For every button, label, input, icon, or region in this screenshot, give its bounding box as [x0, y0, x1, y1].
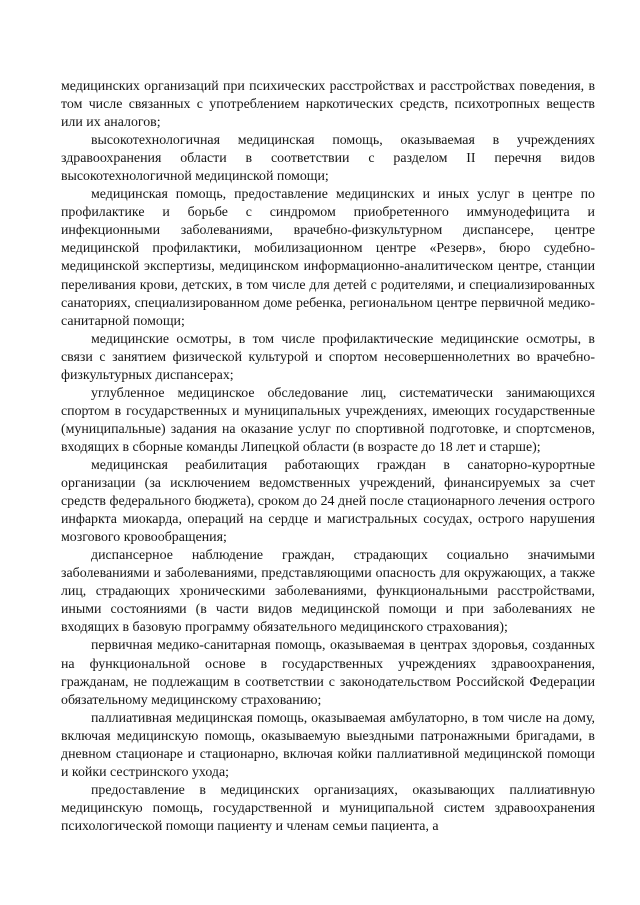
- paragraph-palliative-care: паллиативная медицинская помощь, оказываемая амбулаторно, в том числе на дому, включая медицинскую помощь, оказываемую выездными патронажными бригадами, в дневном стационаре и стационарно, включая койки паллиативной медицинской помощи и койки сестринского ухода;: [61, 710, 595, 780]
- paragraph-psychological-help: предоставление в медицинских организациях, оказывающих паллиативную медицинскую помощь, государственной и муниципальной систем здравоохранения психологической помощи пациенту и членам семьи пациента, а: [61, 782, 595, 834]
- paragraph-athlete-examination: углубленное медицинское обследование лиц, систематически занимающихся спортом в государственных и муниципальных учреждениях, имеющих государственные (муниципальные) задания на оказание услуг по спортивной подготовке, и спортсменов, входящих в сборные команды Липецкой области (в возрасте до 18 лет и старше);: [61, 385, 595, 455]
- paragraph-medical-examinations: медицинские осмотры, в том числе профилактические медицинские осмотры, в связи с занятием физической культурой и спортом несовершеннолетних во врачебно-физкультурных диспансерах;: [61, 331, 595, 383]
- paragraph-dispensary-observation: диспансерное наблюдение граждан, страдающих социально значимыми заболеваниями и заболеваниями, представляющими опасность для окружающих, а также лиц, страдающих хроническими заболеваниями, функциональными расстройствами, иными состояниями (в части видов медицинской помощи и при заболеваниях не входящих в базовую программу обязательного медицинского страхования);: [61, 548, 595, 636]
- paragraph-rehabilitation: медицинская реабилитация работающих граждан в санаторно-курортные организации (за исключением ведомственных учреждений, финансируемых за счет средств федерального бюджета), сроком до 24 дней после стационарного лечения острого инфаркта миокарда, операций на сердце и магистральных сосудах, острого нарушения мозгового кровообращения;: [61, 457, 595, 546]
- document-body: [61, 78, 595, 836]
- paragraph-psychiatric-care: медицинских организаций при психических расстройствах и расстройствах поведения, в том числе связанных с употреблением наркотических средств, психотропных веществ или их аналогов;: [61, 79, 595, 131]
- paragraph-specialized-centers: медицинская помощь, предоставление медицинских и иных услуг в центре по профилактике и борьбе с синдромом приобретенного иммунодефицита и инфекционными заболеваниями, врачебно-физкультурном диспансере, центре медицинской профилактики, мобилизационном центре «Резерв», бюро судебно-медицинской экспертизы, медицинском информационно-аналитическом центре, станции переливания крови, детских, в том числе для детей с родителями, и специализированных санаториях, специализированном доме ребенка, региональном центре первичной медико-санитарной помощи;: [61, 187, 595, 329]
- paragraph-health-centers: первичная медико-санитарная помощь, оказываемая в центрах здоровья, созданных на функциональной основе в государственных учреждениях здравоохранения, гражданам, не подлежащим в соответствии с законодательством Российской Федерации обязательному медицинскому страхованию;: [61, 638, 595, 708]
- paragraph-high-tech-care: высокотехнологичная медицинская помощь, оказываемая в учреждениях здравоохранения области в соответствии с разделом II перечня видов высокотехнологичной медицинской помощи;: [61, 133, 595, 185]
